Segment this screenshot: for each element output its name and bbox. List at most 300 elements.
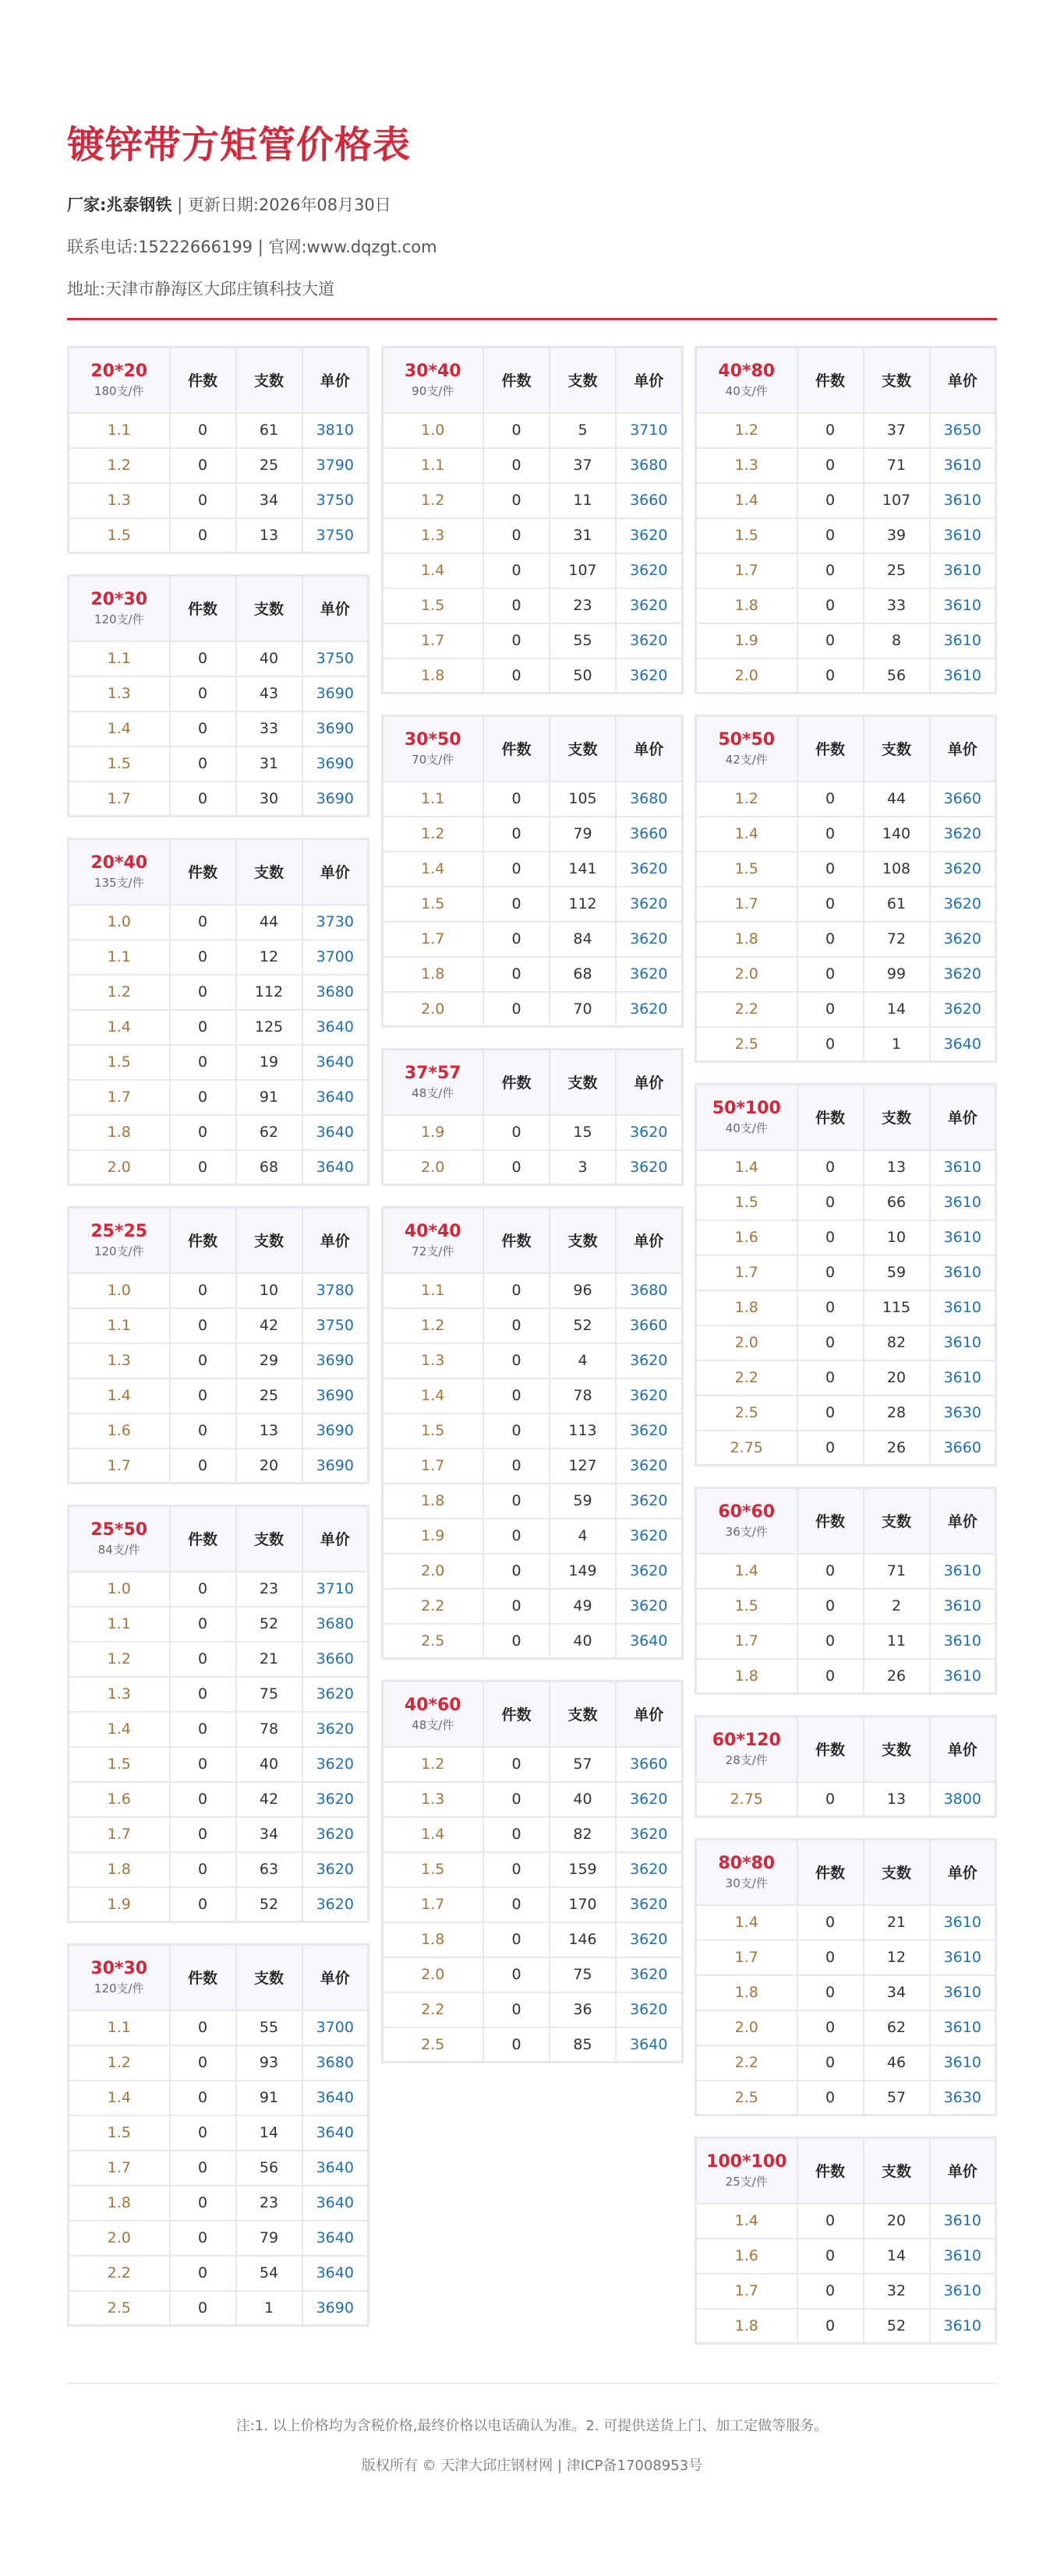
qty-header: 件数: [170, 839, 236, 905]
qty-cell: 0: [170, 1343, 236, 1378]
thickness-cell: 1.9: [69, 1887, 170, 1922]
thickness-cell: 2.0: [69, 2221, 170, 2256]
price-cell: 3620: [616, 1992, 682, 2027]
count-cell: 66: [864, 1185, 930, 1220]
qty-header: 件数: [170, 1945, 236, 2010]
table-row: [69, 2291, 369, 2326]
count-cell: 56: [864, 658, 930, 693]
count-cell: 20: [236, 1449, 302, 1484]
qty-cell: 0: [483, 1992, 550, 2027]
count-cell: 112: [236, 975, 302, 1010]
count-cell: 34: [236, 1817, 302, 1852]
price-cell: 3640: [302, 1010, 369, 1045]
price-cell: 3620: [616, 1150, 682, 1185]
price-cell: 3620: [302, 1677, 369, 1712]
qty-cell: 0: [797, 518, 864, 553]
spec-name: 40*80: [718, 361, 776, 381]
thickness-cell: 2.0: [382, 992, 483, 1027]
count-cell: 30: [236, 782, 302, 817]
count-cell: 149: [550, 1554, 616, 1589]
count-cell: 20: [864, 1360, 930, 1396]
spec-header: [382, 348, 483, 413]
thickness-cell: 2.0: [69, 1150, 170, 1185]
table-row: [696, 2204, 996, 2239]
price-cell: 3620: [616, 852, 682, 887]
thickness-cell: 1.0: [382, 413, 483, 448]
table-row: [69, 1080, 369, 1115]
price-header: 单价: [616, 716, 682, 782]
count-cell: 8: [864, 623, 930, 658]
table-row: [382, 658, 682, 693]
price-cell: 3620: [302, 1852, 369, 1887]
spec-header: [382, 1208, 483, 1273]
price-table: [67, 574, 369, 817]
count-cell: 39: [864, 518, 930, 553]
count-cell: 21: [864, 1905, 930, 1940]
thickness-cell: 1.4: [696, 817, 797, 852]
count-header: 支数: [550, 716, 616, 782]
price-cell: 3620: [616, 1922, 682, 1957]
table-row: [69, 2010, 369, 2045]
qty-cell: 0: [797, 887, 864, 922]
price-cell: 3610: [930, 2010, 996, 2045]
table-row: [382, 1992, 682, 2027]
price-table: [67, 1505, 369, 1923]
manufacturer-label: 厂家:: [67, 196, 107, 214]
thickness-cell: 1.7: [696, 2274, 797, 2309]
count-cell: 75: [236, 1677, 302, 1712]
qty-cell: 0: [797, 2204, 864, 2239]
thickness-cell: 1.5: [382, 1413, 483, 1449]
thickness-cell: 1.1: [69, 413, 170, 448]
table-row: [696, 1554, 996, 1589]
table-row: [696, 1431, 996, 1466]
price-cell: 3620: [616, 957, 682, 992]
table-row: [696, 1396, 996, 1431]
price-cell: 3700: [302, 940, 369, 975]
count-cell: 68: [236, 1150, 302, 1185]
count-cell: 37: [864, 413, 930, 448]
thickness-cell: 1.0: [69, 1572, 170, 1607]
count-cell: 57: [550, 1747, 616, 1782]
table-row: [69, 905, 369, 940]
price-cell: 3640: [302, 2080, 369, 2115]
count-header: 支数: [550, 348, 616, 413]
thickness-cell: 1.2: [382, 1308, 483, 1343]
thickness-cell: 1.8: [69, 1115, 170, 1150]
qty-header: 件数: [483, 1208, 550, 1273]
thickness-cell: 1.4: [382, 1817, 483, 1852]
price-cell: 3610: [930, 2204, 996, 2239]
spec-header: [382, 716, 483, 782]
thickness-cell: 2.2: [696, 2045, 797, 2080]
qty-cell: 0: [170, 940, 236, 975]
price-cell: 3620: [616, 1957, 682, 1992]
table-row: [382, 922, 682, 957]
count-cell: 4: [550, 1343, 616, 1378]
qty-cell: 0: [483, 1554, 550, 1589]
spec-name: 25*50: [90, 1519, 148, 1540]
qty-cell: 0: [170, 1572, 236, 1607]
thickness-cell: 2.2: [696, 992, 797, 1027]
thickness-cell: 1.2: [696, 782, 797, 817]
table-row: [696, 2080, 996, 2115]
thickness-cell: 1.1: [382, 782, 483, 817]
price-cell: 3690: [302, 1343, 369, 1378]
qty-cell: 0: [170, 1273, 236, 1308]
qty-cell: 0: [483, 658, 550, 693]
count-cell: 61: [236, 413, 302, 448]
price-table: [381, 346, 684, 694]
table-row: [382, 1852, 682, 1887]
qty-cell: 0: [483, 1115, 550, 1150]
qty-cell: 0: [797, 1360, 864, 1396]
price-cell: 3610: [930, 2239, 996, 2274]
table-row: [696, 1027, 996, 1062]
thickness-cell: 1.5: [696, 1589, 797, 1624]
price-header: 单价: [302, 1945, 369, 2010]
thickness-cell: 2.75: [696, 1782, 797, 1817]
price-cell: 3610: [930, 1554, 996, 1589]
table-row: [696, 1782, 996, 1817]
price-cell: 3620: [302, 1887, 369, 1922]
table-row: [696, 2239, 996, 2274]
thickness-cell: 1.9: [382, 1115, 483, 1150]
thickness-cell: 1.4: [69, 1378, 170, 1413]
table-row: [382, 448, 682, 483]
thickness-cell: 2.5: [696, 1396, 797, 1431]
qty-cell: 0: [170, 1677, 236, 1712]
qty-cell: 0: [170, 2221, 236, 2256]
qty-header: 件数: [170, 1506, 236, 1572]
spec-header: [69, 576, 170, 641]
qty-header: 件数: [170, 348, 236, 413]
table-row: [69, 1677, 369, 1712]
price-cell: 3810: [302, 413, 369, 448]
table-column-1: [67, 346, 369, 2327]
price-cell: 3630: [930, 2080, 996, 2115]
table-row: [69, 2256, 369, 2291]
table-row: [696, 1940, 996, 1975]
price-cell: 3620: [616, 1852, 682, 1887]
price-header: 单价: [930, 1840, 996, 1905]
table-row: [69, 1308, 369, 1343]
spec-name: 20*20: [90, 361, 148, 381]
spec-header: [69, 1208, 170, 1273]
qty-cell: 0: [483, 1747, 550, 1782]
spec-per-bundle: 48支/件: [412, 1085, 454, 1100]
count-cell: 21: [236, 1642, 302, 1677]
price-cell: 3640: [302, 1045, 369, 1080]
count-cell: 84: [550, 922, 616, 957]
qty-cell: 0: [483, 887, 550, 922]
price-header: 单价: [302, 1208, 369, 1273]
price-cell: 3660: [616, 1308, 682, 1343]
table-row: [696, 1255, 996, 1290]
price-cell: 3610: [930, 1185, 996, 1220]
spec-header: [696, 1488, 797, 1554]
count-cell: 170: [550, 1887, 616, 1922]
header-divider: [67, 318, 997, 320]
qty-cell: 0: [483, 1782, 550, 1817]
qty-cell: 0: [483, 1413, 550, 1449]
price-table: [381, 1048, 684, 1186]
spec-per-bundle: 90支/件: [412, 383, 454, 398]
count-cell: 37: [550, 448, 616, 483]
qty-cell: 0: [170, 2256, 236, 2291]
qty-cell: 0: [797, 1589, 864, 1624]
thickness-cell: 1.8: [382, 957, 483, 992]
thickness-cell: 1.8: [69, 2186, 170, 2221]
count-cell: 63: [236, 1852, 302, 1887]
qty-cell: 0: [170, 2010, 236, 2045]
table-row: [382, 553, 682, 588]
thickness-cell: 1.2: [696, 413, 797, 448]
count-cell: 91: [236, 2080, 302, 2115]
qty-header: 件数: [797, 348, 864, 413]
qty-cell: 0: [170, 2080, 236, 2115]
qty-cell: 0: [797, 2080, 864, 2115]
thickness-cell: 1.8: [382, 1922, 483, 1957]
qty-cell: 0: [797, 1220, 864, 1255]
qty-header: 件数: [170, 1208, 236, 1273]
qty-cell: 0: [483, 1484, 550, 1519]
thickness-cell: 2.0: [696, 957, 797, 992]
price-header: 单价: [930, 1717, 996, 1782]
qty-cell: 0: [170, 1010, 236, 1045]
spec-header: [696, 716, 797, 782]
count-cell: 26: [864, 1431, 930, 1466]
price-header: 单价: [302, 839, 369, 905]
thickness-cell: 1.5: [69, 746, 170, 782]
price-cell: 3610: [930, 658, 996, 693]
qty-cell: 0: [797, 588, 864, 623]
count-cell: 31: [550, 518, 616, 553]
price-header: 单价: [930, 1488, 996, 1554]
thickness-cell: 1.6: [696, 1220, 797, 1255]
count-cell: 52: [864, 2309, 930, 2344]
thickness-cell: 2.0: [382, 1957, 483, 1992]
count-cell: 23: [236, 1572, 302, 1607]
count-cell: 68: [550, 957, 616, 992]
spec-name: 30*40: [404, 361, 461, 381]
table-row: [69, 1045, 369, 1080]
count-cell: 29: [236, 1343, 302, 1378]
qty-cell: 0: [797, 413, 864, 448]
price-cell: 3620: [302, 1782, 369, 1817]
spec-header: [696, 1840, 797, 1905]
qty-cell: 0: [483, 413, 550, 448]
price-cell: 3620: [616, 658, 682, 693]
count-cell: 14: [236, 2115, 302, 2151]
price-table: [381, 715, 684, 1028]
price-cell: 3610: [930, 1325, 996, 1360]
qty-cell: 0: [797, 448, 864, 483]
spec-per-bundle: 120支/件: [94, 612, 144, 626]
table-row: [69, 1887, 369, 1922]
price-cell: 3620: [930, 992, 996, 1027]
price-cell: 3640: [616, 1624, 682, 1659]
thickness-cell: 1.8: [382, 658, 483, 693]
table-row: [382, 817, 682, 852]
table-row: [382, 1273, 682, 1308]
count-cell: 108: [864, 852, 930, 887]
footer-note: 注:1. 以上价格均为含税价格,最终价格以电话确认为准。2. 可提供送货上门、加工定做等服务。: [235, 2418, 829, 2434]
thickness-cell: 1.1: [382, 448, 483, 483]
qty-cell: 0: [797, 1905, 864, 1940]
count-cell: 25: [236, 1378, 302, 1413]
qty-cell: 0: [170, 448, 236, 483]
count-cell: 12: [864, 1940, 930, 1975]
spec-per-bundle: 36支/件: [725, 1524, 768, 1539]
thickness-cell: 1.4: [696, 2204, 797, 2239]
count-cell: 14: [864, 2239, 930, 2274]
thickness-cell: 1.6: [69, 1413, 170, 1449]
count-cell: 46: [864, 2045, 930, 2080]
price-cell: 3800: [930, 1782, 996, 1817]
table-row: [696, 1325, 996, 1360]
thickness-cell: 1.7: [69, 1817, 170, 1852]
thickness-cell: 1.8: [696, 2309, 797, 2344]
count-header: 支数: [864, 2138, 930, 2204]
thickness-cell: 1.8: [69, 1852, 170, 1887]
count-header: 支数: [236, 1506, 302, 1572]
count-cell: 59: [550, 1484, 616, 1519]
thickness-cell: 1.3: [696, 448, 797, 483]
qty-cell: 0: [170, 1782, 236, 1817]
price-table: [67, 1943, 369, 2327]
qty-cell: 0: [483, 1817, 550, 1852]
spec-per-bundle: 30支/件: [725, 1876, 768, 1890]
table-row: [382, 1957, 682, 1992]
count-cell: 42: [236, 1308, 302, 1343]
price-cell: 3780: [302, 1273, 369, 1308]
price-cell: 3620: [616, 1484, 682, 1519]
price-cell: 3610: [930, 1220, 996, 1255]
price-table: [67, 1206, 369, 1484]
spec-per-bundle: 48支/件: [412, 1717, 454, 1732]
table-row: [382, 1554, 682, 1589]
qty-cell: 0: [170, 1607, 236, 1642]
count-cell: 85: [550, 2027, 616, 2063]
table-row: [696, 588, 996, 623]
price-cell: 3650: [930, 413, 996, 448]
table-row: [69, 2080, 369, 2115]
manufacturer-name: 兆泰钢铁: [106, 196, 172, 214]
thickness-cell: 1.6: [696, 2239, 797, 2274]
thickness-cell: 1.2: [382, 483, 483, 518]
qty-cell: 0: [797, 1975, 864, 2010]
spec-name: 60*120: [712, 1730, 781, 1750]
table-row: [696, 2010, 996, 2045]
table-row: [382, 1589, 682, 1624]
spec-per-bundle: 40支/件: [725, 383, 768, 398]
count-cell: 54: [236, 2256, 302, 2291]
price-cell: 3620: [616, 922, 682, 957]
qty-cell: 0: [797, 1624, 864, 1659]
thickness-cell: 1.4: [696, 1905, 797, 1940]
count-cell: 55: [236, 2010, 302, 2045]
spec-name: 40*60: [404, 1695, 461, 1715]
qty-cell: 0: [170, 413, 236, 448]
thickness-cell: 2.2: [382, 1589, 483, 1624]
price-cell: 3610: [930, 623, 996, 658]
qty-cell: 0: [170, 782, 236, 817]
table-row: [696, 1905, 996, 1940]
qty-header: 件数: [797, 1717, 864, 1782]
thickness-cell: 1.5: [382, 1852, 483, 1887]
thickness-cell: 2.2: [382, 1992, 483, 2027]
count-cell: 13: [864, 1150, 930, 1185]
price-cell: 3620: [616, 623, 682, 658]
qty-cell: 0: [797, 922, 864, 957]
count-cell: 44: [236, 905, 302, 940]
thickness-cell: 1.3: [382, 1343, 483, 1378]
price-header: 单价: [930, 1085, 996, 1150]
price-cell: 3620: [616, 1343, 682, 1378]
thickness-cell: 1.3: [382, 518, 483, 553]
table-row: [382, 483, 682, 518]
price-cell: 3620: [930, 817, 996, 852]
count-cell: 57: [864, 2080, 930, 2115]
table-row: [69, 641, 369, 676]
qty-cell: 0: [483, 518, 550, 553]
table-row: [69, 1642, 369, 1677]
qty-cell: 0: [483, 1449, 550, 1484]
qty-cell: 0: [170, 1080, 236, 1115]
qty-cell: 0: [483, 992, 550, 1027]
table-row: [696, 518, 996, 553]
spec-name: 100*100: [706, 2151, 787, 2172]
table-row: [382, 1115, 682, 1150]
price-cell: 3690: [302, 711, 369, 746]
qty-cell: 0: [797, 782, 864, 817]
table-row: [696, 1360, 996, 1396]
qty-cell: 0: [797, 1782, 864, 1817]
table-row: [696, 1624, 996, 1659]
thickness-cell: 1.8: [696, 1975, 797, 2010]
price-header: 单价: [930, 348, 996, 413]
price-cell: 3610: [930, 2274, 996, 2309]
count-cell: 146: [550, 1922, 616, 1957]
table-row: [696, 1975, 996, 2010]
price-cell: 3660: [930, 782, 996, 817]
count-cell: 40: [550, 1624, 616, 1659]
count-cell: 5: [550, 413, 616, 448]
price-cell: 3610: [930, 448, 996, 483]
thickness-cell: 1.5: [69, 1045, 170, 1080]
thickness-cell: 1.5: [69, 1747, 170, 1782]
qty-cell: 0: [483, 623, 550, 658]
table-row: [69, 448, 369, 483]
price-cell: 3610: [930, 1659, 996, 1694]
price-cell: 3620: [930, 852, 996, 887]
price-cell: 3610: [930, 1975, 996, 2010]
thickness-cell: 1.4: [69, 1010, 170, 1045]
price-cell: 3620: [930, 922, 996, 957]
qty-cell: 0: [170, 1852, 236, 1887]
qty-header: 件数: [483, 1050, 550, 1115]
qty-cell: 0: [170, 1642, 236, 1677]
thickness-cell: 1.1: [69, 1308, 170, 1343]
count-cell: 127: [550, 1449, 616, 1484]
qty-cell: 0: [797, 483, 864, 518]
qty-header: 件数: [797, 1085, 864, 1150]
thickness-cell: 1.2: [69, 1642, 170, 1677]
qty-cell: 0: [483, 1589, 550, 1624]
thickness-cell: 2.0: [382, 1554, 483, 1589]
count-cell: 141: [550, 852, 616, 887]
